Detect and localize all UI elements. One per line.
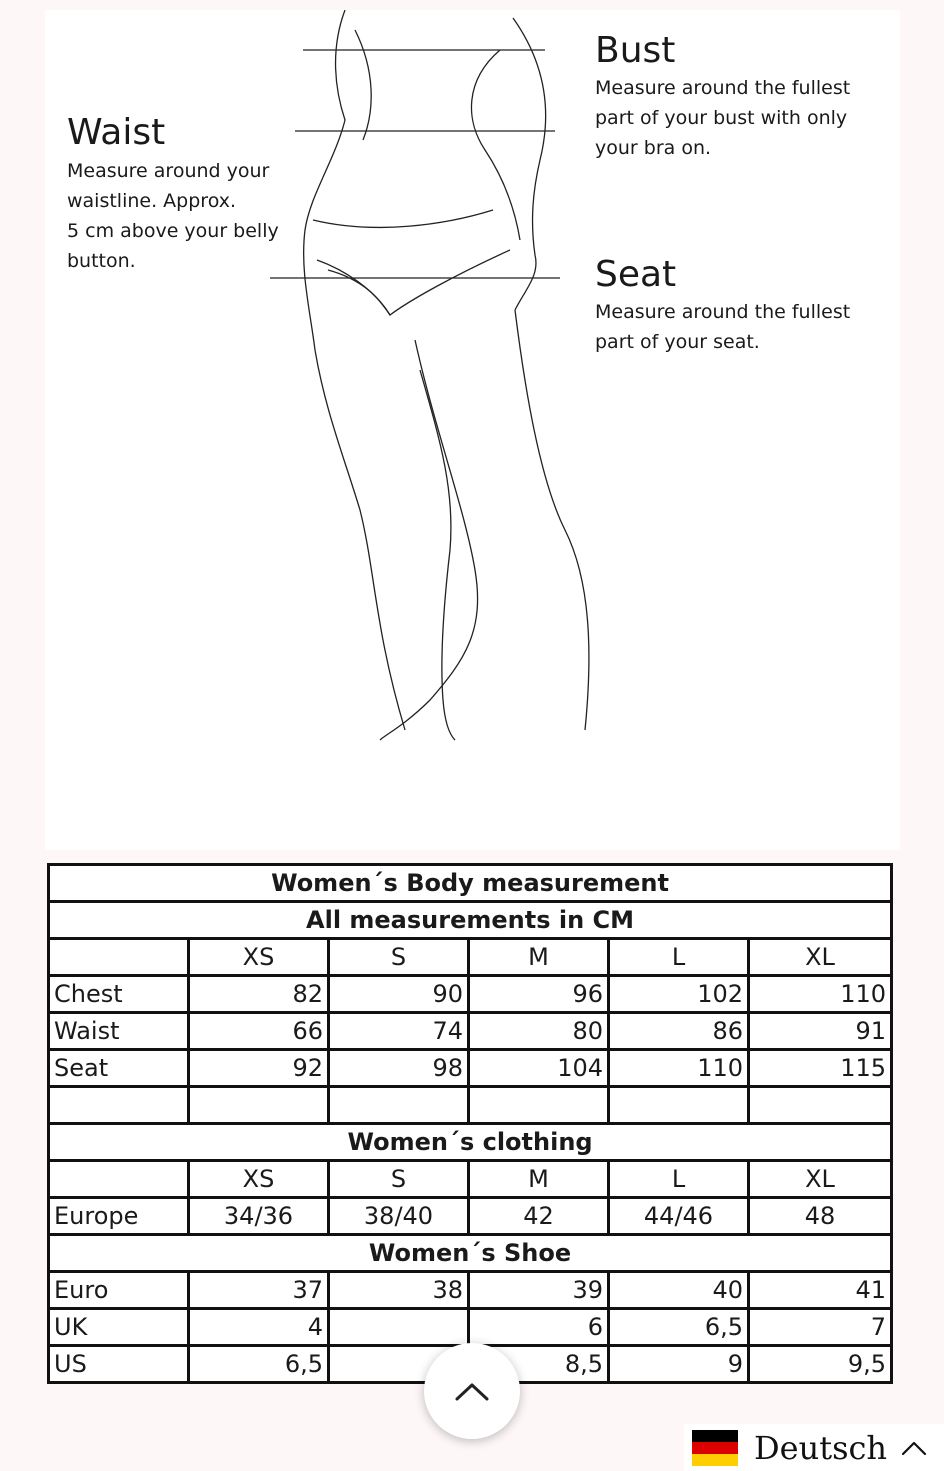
table-cell: 9,5 <box>749 1346 892 1383</box>
language-label: Deutsch <box>754 1428 888 1467</box>
shoe-title: Women´s Shoe <box>49 1235 892 1272</box>
table-cell: 34/36 <box>189 1198 329 1235</box>
table-cell: 96 <box>469 976 609 1013</box>
waist-desc-line: 5 cm above your belly <box>67 220 279 242</box>
waist-heading: Waist <box>67 112 166 153</box>
row-label: Euro <box>49 1272 189 1309</box>
clothing-size-header-row <box>49 1161 892 1198</box>
table-cell: 115 <box>749 1050 892 1087</box>
size-header: M <box>469 1161 609 1198</box>
table-cell: 6,5 <box>189 1346 329 1383</box>
table-title: Women´s Body measurement <box>49 865 892 902</box>
row-label: Europe <box>49 1198 189 1235</box>
size-chart-table <box>47 863 893 1384</box>
table-row <box>49 1198 892 1235</box>
table-row <box>49 1309 892 1346</box>
table-cell: 44/46 <box>609 1198 749 1235</box>
scroll-to-top-button[interactable] <box>424 1343 520 1439</box>
size-header: XS <box>189 939 329 976</box>
flag-stripe-red <box>692 1442 738 1454</box>
table-cell: 6,5 <box>609 1309 749 1346</box>
table-row <box>49 1013 892 1050</box>
table-cell: 110 <box>749 976 892 1013</box>
empty-cell <box>49 1161 189 1198</box>
seat-heading: Seat <box>595 254 677 295</box>
size-header: M <box>469 939 609 976</box>
size-header: L <box>609 1161 749 1198</box>
table-row <box>49 1050 892 1087</box>
table-cell: 92 <box>189 1050 329 1087</box>
waist-desc-line: button. <box>67 250 136 272</box>
table-subtitle: All measurements in CM <box>49 902 892 939</box>
seat-description <box>595 297 895 357</box>
table-cell: 66 <box>189 1013 329 1050</box>
bust-heading: Bust <box>595 30 676 71</box>
table-cell: 74 <box>329 1013 469 1050</box>
table-cell <box>329 1309 469 1346</box>
table-cell: 8,5 <box>469 1346 609 1383</box>
waist-desc-line: waistline. Approx. <box>67 190 237 212</box>
bust-desc-line: part of your bust with only <box>595 107 848 129</box>
table-cell: 40 <box>609 1272 749 1309</box>
size-header: S <box>329 939 469 976</box>
chevron-up-icon <box>901 1440 927 1456</box>
size-header: S <box>329 1161 469 1198</box>
table-cell: 90 <box>329 976 469 1013</box>
table-cell: 41 <box>749 1272 892 1309</box>
waist-desc-line: Measure around your <box>67 160 270 182</box>
size-header: XL <box>749 939 892 976</box>
size-header: XS <box>189 1161 329 1198</box>
table-cell: 104 <box>469 1050 609 1087</box>
size-header-row <box>49 939 892 976</box>
row-label: Waist <box>49 1013 189 1050</box>
table-row <box>49 976 892 1013</box>
row-label: US <box>49 1346 189 1383</box>
flag-stripe-black <box>692 1430 738 1442</box>
table-cell: 110 <box>609 1050 749 1087</box>
table-cell: 4 <box>189 1309 329 1346</box>
clothing-title: Women´s clothing <box>49 1124 892 1161</box>
row-label: Chest <box>49 976 189 1013</box>
table-cell: 86 <box>609 1013 749 1050</box>
table-cell: 37 <box>189 1272 329 1309</box>
table-cell: 39 <box>469 1272 609 1309</box>
table-cell: 7 <box>749 1309 892 1346</box>
empty-cell <box>49 939 189 976</box>
table-cell: 38 <box>329 1272 469 1309</box>
seat-desc-line: Measure around the fullest <box>595 301 851 323</box>
table-cell: 6 <box>469 1309 609 1346</box>
table-cell: 98 <box>329 1050 469 1087</box>
size-header: XL <box>749 1161 892 1198</box>
table-cell: 102 <box>609 976 749 1013</box>
waist-description <box>67 156 307 276</box>
table-cell: 80 <box>469 1013 609 1050</box>
bust-desc-line: your bra on. <box>595 137 712 159</box>
language-selector[interactable] <box>684 1424 944 1471</box>
table-cell: 38/40 <box>329 1198 469 1235</box>
table-cell: 82 <box>189 976 329 1013</box>
row-label: UK <box>49 1309 189 1346</box>
row-label: Seat <box>49 1050 189 1087</box>
bust-desc-line: Measure around the fullest <box>595 77 851 99</box>
measurement-illustration-panel <box>45 10 900 850</box>
table-cell: 91 <box>749 1013 892 1050</box>
empty-row <box>49 1087 892 1124</box>
table-row <box>49 1272 892 1309</box>
table-cell: 9 <box>609 1346 749 1383</box>
german-flag-icon <box>692 1430 738 1466</box>
flag-stripe-gold <box>692 1454 738 1466</box>
table-cell: 48 <box>749 1198 892 1235</box>
table-cell: 42 <box>469 1198 609 1235</box>
size-header: L <box>609 939 749 976</box>
seat-desc-line: part of your seat. <box>595 331 760 353</box>
bust-description <box>595 73 895 163</box>
chevron-up-icon <box>454 1380 490 1402</box>
